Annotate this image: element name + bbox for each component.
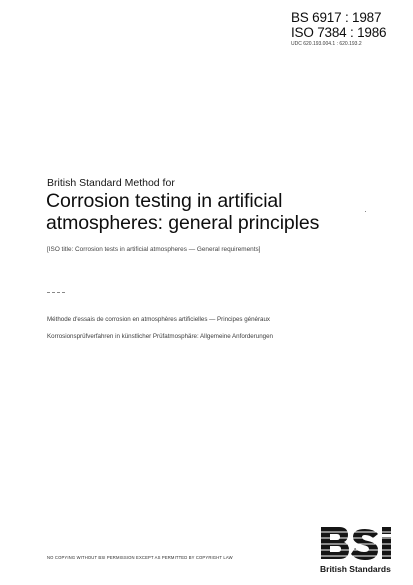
copyright-notice: NO COPYING WITHOUT BSI PERMISSION EXCEPT AS PERMITTED BY COPYRIGHT LAW [47, 555, 233, 560]
french-title: Méthode d'essais de corrosion en atmosphères artificielles — Principes généraux [47, 316, 271, 323]
bsi-logo [317, 523, 397, 561]
udc-code: UDC 620.193.004.1 : 620.193.2 [291, 41, 362, 47]
title-line-2: atmospheres: general principles [46, 212, 320, 234]
divider [47, 292, 65, 293]
scan-speck [365, 211, 366, 212]
bs-standard-number: BS 6917 : 1987 [291, 10, 382, 25]
iso-standard-number: ISO 7384 : 1986 [291, 25, 387, 40]
standard-number-block [291, 10, 407, 48]
iso-title: [ISO title: Corrosion tests in artificial atmospheres — General requirements] [47, 246, 261, 253]
german-title: Korrosionsprüfverfahren in künstlicher Prüfatmosphäre: Allgemeine Anforderungen [47, 333, 273, 340]
publisher-name: British Standards [320, 564, 391, 574]
document-title [46, 190, 366, 234]
title-line-1: Corrosion testing in artificial [46, 190, 283, 212]
method-label: British Standard Method for [47, 177, 175, 189]
